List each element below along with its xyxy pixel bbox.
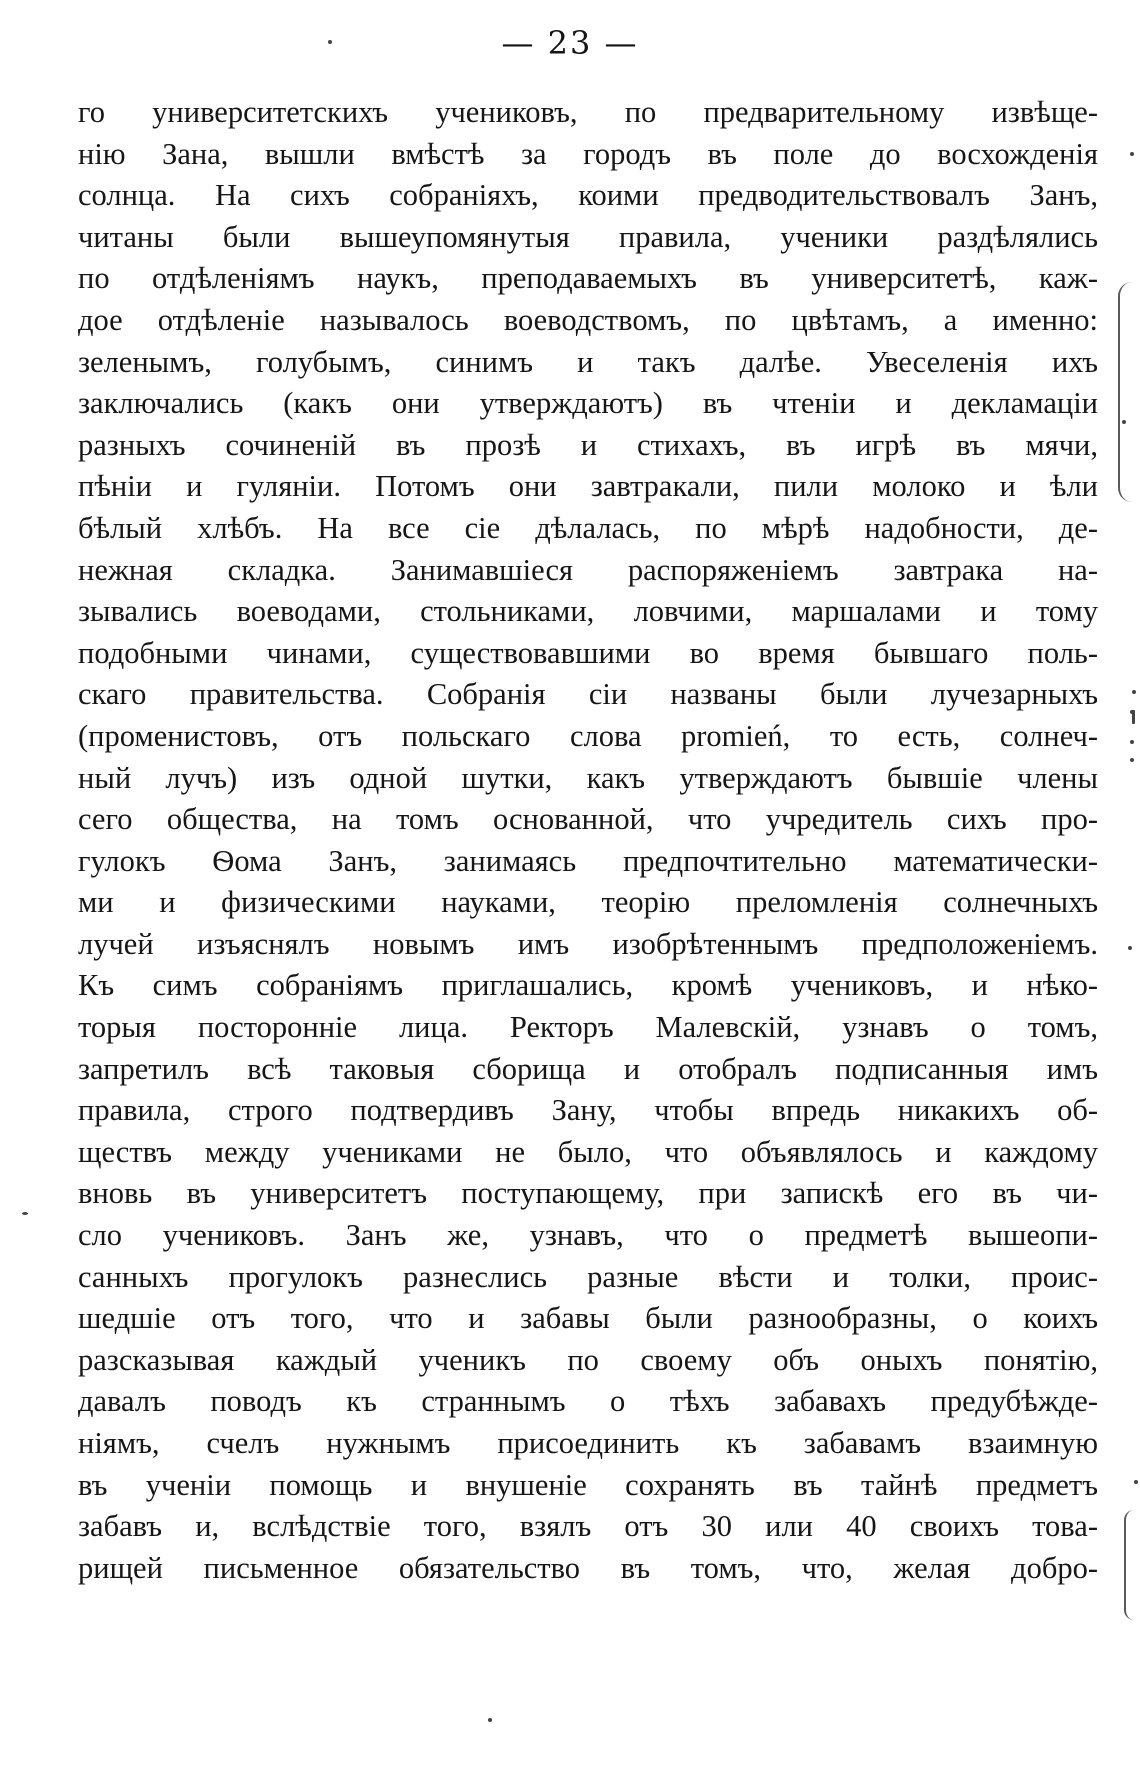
text-line: санныхъ прогулокъ разнеслись разные вѣсти и толки, проис- xyxy=(78,1259,1098,1294)
margin-bracket-mark xyxy=(1124,1510,1134,1620)
text-line: зеленымъ, голубымъ, синимъ и такъ далѣе. Увеселенія ихъ xyxy=(78,344,1098,379)
text-line: нежная складка. Занимавшіеся распоряженіемъ завтрака на- xyxy=(78,552,1098,587)
page-number: — 23 — xyxy=(501,24,639,62)
text-line: ніямъ, счелъ нужнымъ присоединить къ забавамъ взаимную xyxy=(78,1426,1098,1460)
body-text xyxy=(78,92,1098,1589)
text-line: сего общества, на томъ основанной, что учредитель сихъ про- xyxy=(78,802,1098,837)
margin-dot-mark xyxy=(1130,758,1134,762)
text-line: лучей изъяснялъ новымъ имъ изобрѣтеннымъ предположеніемъ. xyxy=(78,926,1098,961)
text-line: въ ученіи помощь и внушеніе сохранять въ тайнѣ предметъ xyxy=(78,1467,1098,1502)
margin-dot-mark xyxy=(1130,152,1134,156)
text-line: го университетскихъ учениковъ, по предварительному извѣще- xyxy=(78,95,1098,129)
text-line: (променистовъ, отъ польскаго слова promień, то есть, солнеч- xyxy=(78,718,1098,753)
text-line: солнца. На сихъ собраніяхъ, коими предводительствовалъ Занъ, xyxy=(78,178,1098,213)
text-line: пѣніи и гуляніи. Потомъ они завтракали, пили молоко и ѣли xyxy=(78,469,1098,504)
text-line: шедшіе отъ того, что и забавы были разнообразны, о коихъ xyxy=(78,1301,1098,1336)
margin-dot-mark xyxy=(1132,710,1135,724)
text-line: вновь въ университетъ поступающему, при запискѣ его въ чи- xyxy=(78,1176,1098,1211)
text-line: ществъ между учениками не было, что объявлялось и каждому xyxy=(78,1134,1098,1169)
margin-dot-mark xyxy=(22,1212,28,1215)
text-line: скаго правительства. Собранія сіи названы были лучезарныхъ xyxy=(78,677,1098,712)
text-line: сло учениковъ. Занъ же, узнавъ, что о предметѣ вышеопи- xyxy=(78,1218,1098,1253)
margin-dot-mark xyxy=(1130,740,1134,744)
text-line: ный лучъ) изъ одной шутки, какъ утверждаютъ бывшіе члены xyxy=(78,760,1098,795)
text-line: забавъ и, вслѣдствіе того, взялъ отъ 30 или 40 своихъ това- xyxy=(78,1509,1098,1544)
margin-dot-mark xyxy=(1128,946,1132,950)
text-line: давалъ поводъ къ страннымъ о тѣхъ забавахъ предубѣжде- xyxy=(78,1384,1098,1419)
margin-bracket-mark xyxy=(1118,282,1132,502)
text-line: правила, строго подтвердивъ Зану, чтобы впредь никакихъ об- xyxy=(78,1093,1098,1128)
text-line: разныхъ сочиненій въ прозѣ и стихахъ, въ игрѣ въ мячи, xyxy=(78,427,1098,462)
margin-dot-mark xyxy=(1122,420,1126,424)
margin-dot-mark xyxy=(1134,1480,1138,1484)
text-line: нію Зана, вышли вмѣстѣ за городъ въ поле до восхожденія xyxy=(78,136,1098,171)
margin-dot-mark xyxy=(1132,690,1136,694)
text-line: ми и физическими науками, теорію преломленія солнечныхъ xyxy=(78,885,1098,920)
text-line: Къ симъ собраніямъ приглашались, кромѣ учениковъ, и нѣко- xyxy=(78,968,1098,1003)
text-line: подобными чинами, существовавшими во время бывшаго поль- xyxy=(78,635,1098,670)
text-line: рищей письменное обязательство въ томъ, что, желая добро- xyxy=(78,1550,1098,1585)
text-line: гулокъ Ѳома Занъ, занимаясь предпочтительно математически- xyxy=(78,843,1098,878)
text-line: заключались (какъ они утверждаютъ) въ чтеніи и декламаціи xyxy=(78,386,1098,421)
text-line: читаны были вышеупомянутыя правила, ученики раздѣлялись xyxy=(78,219,1098,254)
margin-dot-mark xyxy=(328,40,332,44)
text-line: бѣлый хлѣбъ. На все сіе дѣлалась, по мѣрѣ надобности, де- xyxy=(78,510,1098,545)
text-line: торыя посторонніе лица. Ректоръ Малевскій, узнавъ о томъ, xyxy=(78,1010,1098,1045)
text-line: по отдѣленіямъ наукъ, преподаваемыхъ въ университетѣ, каж- xyxy=(78,261,1098,296)
margin-dot-mark xyxy=(488,1718,492,1722)
text-line: зывались воеводами, стольниками, ловчими, маршалами и тому xyxy=(78,594,1098,629)
text-line: запретилъ всѣ таковыя сборища и отобралъ подписанныя имъ xyxy=(78,1051,1098,1086)
text-line: дое отдѣленіе называлось воеводствомъ, по цвѣтамъ, а именно: xyxy=(78,302,1098,337)
text-line: разсказывая каждый ученикъ по своему объ оныхъ понятію, xyxy=(78,1342,1098,1377)
